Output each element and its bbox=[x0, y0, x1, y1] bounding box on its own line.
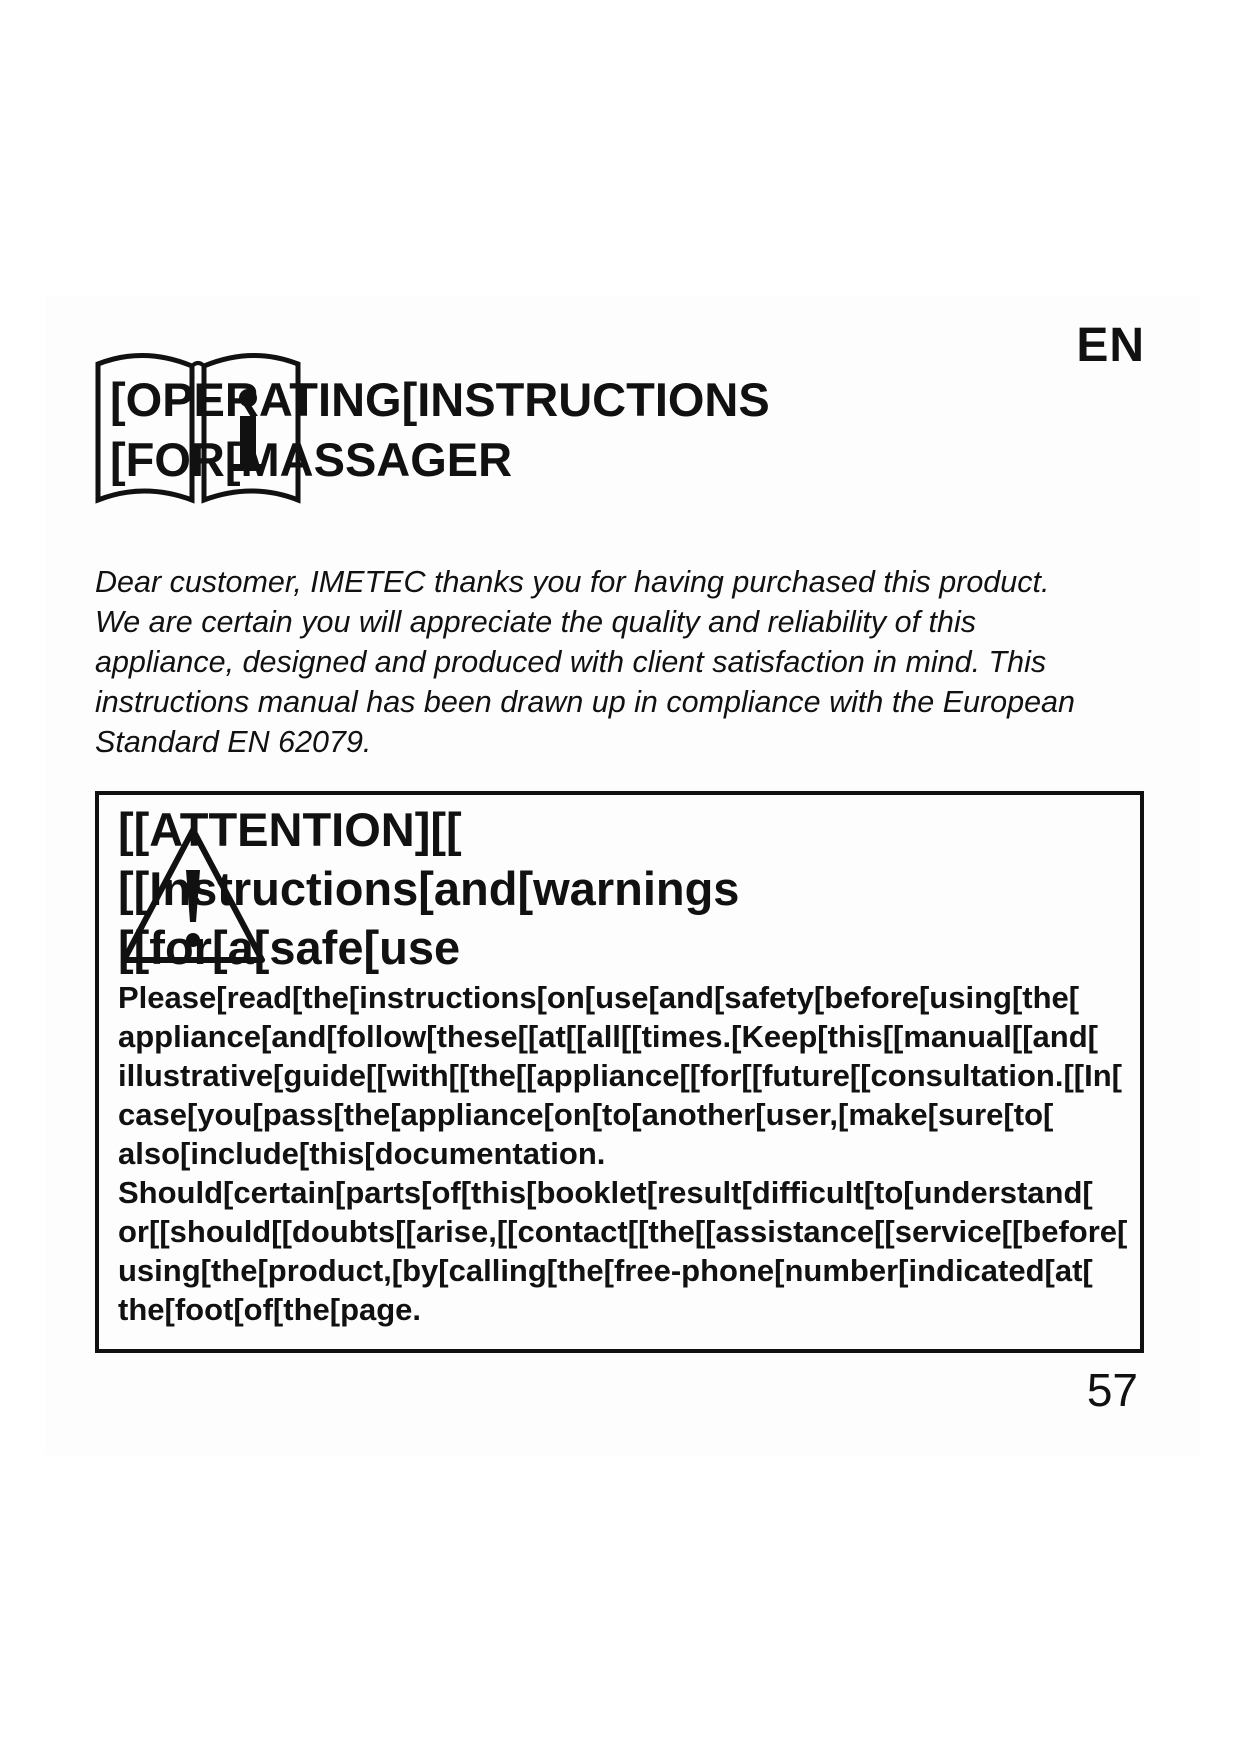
language-code: EN bbox=[1076, 319, 1145, 372]
intro-line: We are certain you will appreciate the quality and reliability of this bbox=[95, 605, 977, 639]
attention-body-line: appliance[and[follow[these[[at[[all[[times.[Keep[this[[manual[[and[ bbox=[118, 1019, 1098, 1054]
intro-line: Standard EN 62079. bbox=[95, 725, 372, 759]
attention-body bbox=[118, 978, 1127, 1329]
intro-line: instructions manual has been drawn up in compliance with the European bbox=[95, 685, 1075, 719]
page-title bbox=[110, 370, 770, 490]
attention-body-line: using[the[product,[by[calling[the[free-phone[number[indicated[at[ bbox=[118, 1253, 1093, 1288]
title-line: [FOR[MASSAGER bbox=[110, 433, 513, 486]
intro-line: Dear customer, IMETEC thanks you for having purchased this product. bbox=[95, 565, 1050, 599]
attention-body-line: case[you[pass[the[appliance[on[to[another[user,[make[sure[to[ bbox=[118, 1097, 1054, 1132]
attention-body-line: or[[should[[doubts[[arise,[[contact[[the[[assistance[[service[[before[ bbox=[118, 1214, 1128, 1249]
attention-heading bbox=[118, 800, 739, 977]
attention-body-line: also[include[this[documentation. bbox=[118, 1136, 606, 1171]
attention-body-line: illustrative[guide[[with[[the[[appliance[[for[[future[[consultation.[[In[ bbox=[118, 1058, 1122, 1093]
intro-line: appliance, designed and produced with client satisfaction in mind. This bbox=[95, 645, 1047, 679]
attention-body-line: Should[certain[parts[of[this[booklet[result[difficult[to[understand[ bbox=[118, 1175, 1093, 1210]
page-number: 57 bbox=[1086, 1364, 1138, 1416]
attention-heading-line: [[ATTENTION][[ bbox=[118, 803, 462, 856]
attention-body-line: Please[read[the[instructions[on[use[and[safety[before[using[the[ bbox=[118, 980, 1080, 1015]
title-line: [OPERATING[INSTRUCTIONS bbox=[110, 373, 770, 426]
attention-body-line: the[foot[of[the[page. bbox=[118, 1292, 422, 1327]
attention-heading-line: [[Instructions[and[warnings bbox=[118, 862, 740, 915]
attention-heading-line: [[for[a[safe[use bbox=[118, 921, 461, 974]
intro-paragraph bbox=[95, 562, 1145, 762]
